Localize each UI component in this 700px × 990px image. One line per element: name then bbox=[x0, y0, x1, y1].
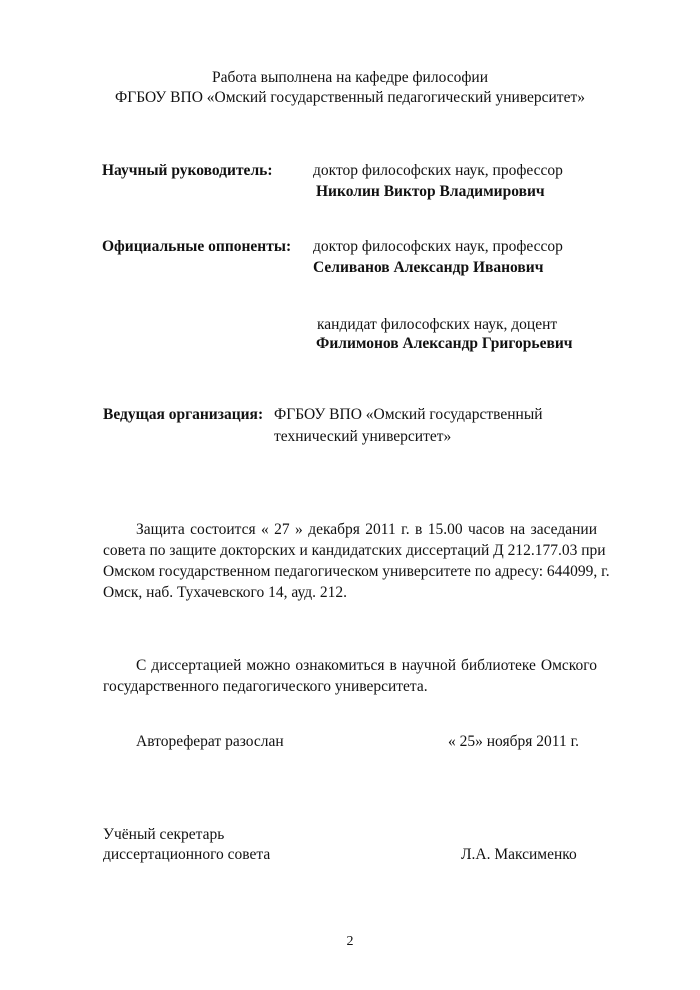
defense-line-1: Защита состоится « 27 » декабря 2011 г. в 15.00 часов на заседании bbox=[136, 521, 597, 538]
library-line-1: С диссертацией можно ознакомиться в научной библиотеке Омского bbox=[136, 657, 597, 674]
supervisor-title: доктор философских наук, профессор bbox=[313, 162, 563, 179]
abstract-sent-label: Автореферат разослан bbox=[136, 733, 284, 750]
opponent-1-title: доктор философских наук, профессор bbox=[313, 238, 563, 255]
leading-org-line-1: ФГБОУ ВПО «Омский государственный bbox=[274, 406, 543, 423]
opponent-2-name: Филимонов Александр Григорьевич bbox=[316, 335, 573, 352]
secretary-name: Л.А. Максименко bbox=[461, 846, 577, 863]
secretary-title-line-1: Учёный секретарь bbox=[103, 826, 225, 843]
leading-org-label: Ведущая организация: bbox=[103, 406, 264, 423]
opponents-label: Официальные оппоненты: bbox=[102, 238, 292, 255]
secretary-title-line-2: диссертационного совета bbox=[103, 846, 271, 863]
defense-paragraph bbox=[103, 519, 610, 603]
header-line-1: Работа выполнена на кафедре философии bbox=[212, 69, 488, 86]
defense-line-4: Омск, наб. Тухачевского 14, ауд. 212. bbox=[103, 584, 347, 601]
supervisor-name: Николин Виктор Владимирович bbox=[316, 183, 545, 200]
leading-org-line-2: технический университет» bbox=[274, 428, 452, 445]
library-line-2: государственного педагогического университета. bbox=[103, 678, 428, 695]
defense-line-3: Омском государственном педагогическом университете по адресу: 644099, г. bbox=[103, 563, 610, 580]
abstract-sent-date: « 25» ноября 2011 г. bbox=[448, 733, 580, 750]
supervisor-label: Научный руководитель: bbox=[102, 162, 273, 179]
defense-line-2: совета по защите докторских и кандидатских диссертаций Д 212.177.03 при bbox=[103, 542, 606, 559]
opponent-2-title: кандидат философских наук, доцент bbox=[317, 316, 558, 333]
library-paragraph bbox=[103, 655, 597, 697]
header-line-2: ФГБОУ ВПО «Омский государственный педагогический университет» bbox=[114, 89, 585, 106]
page-number: 2 bbox=[346, 934, 354, 949]
opponent-1-name: Селиванов Александр Иванович bbox=[313, 259, 544, 276]
